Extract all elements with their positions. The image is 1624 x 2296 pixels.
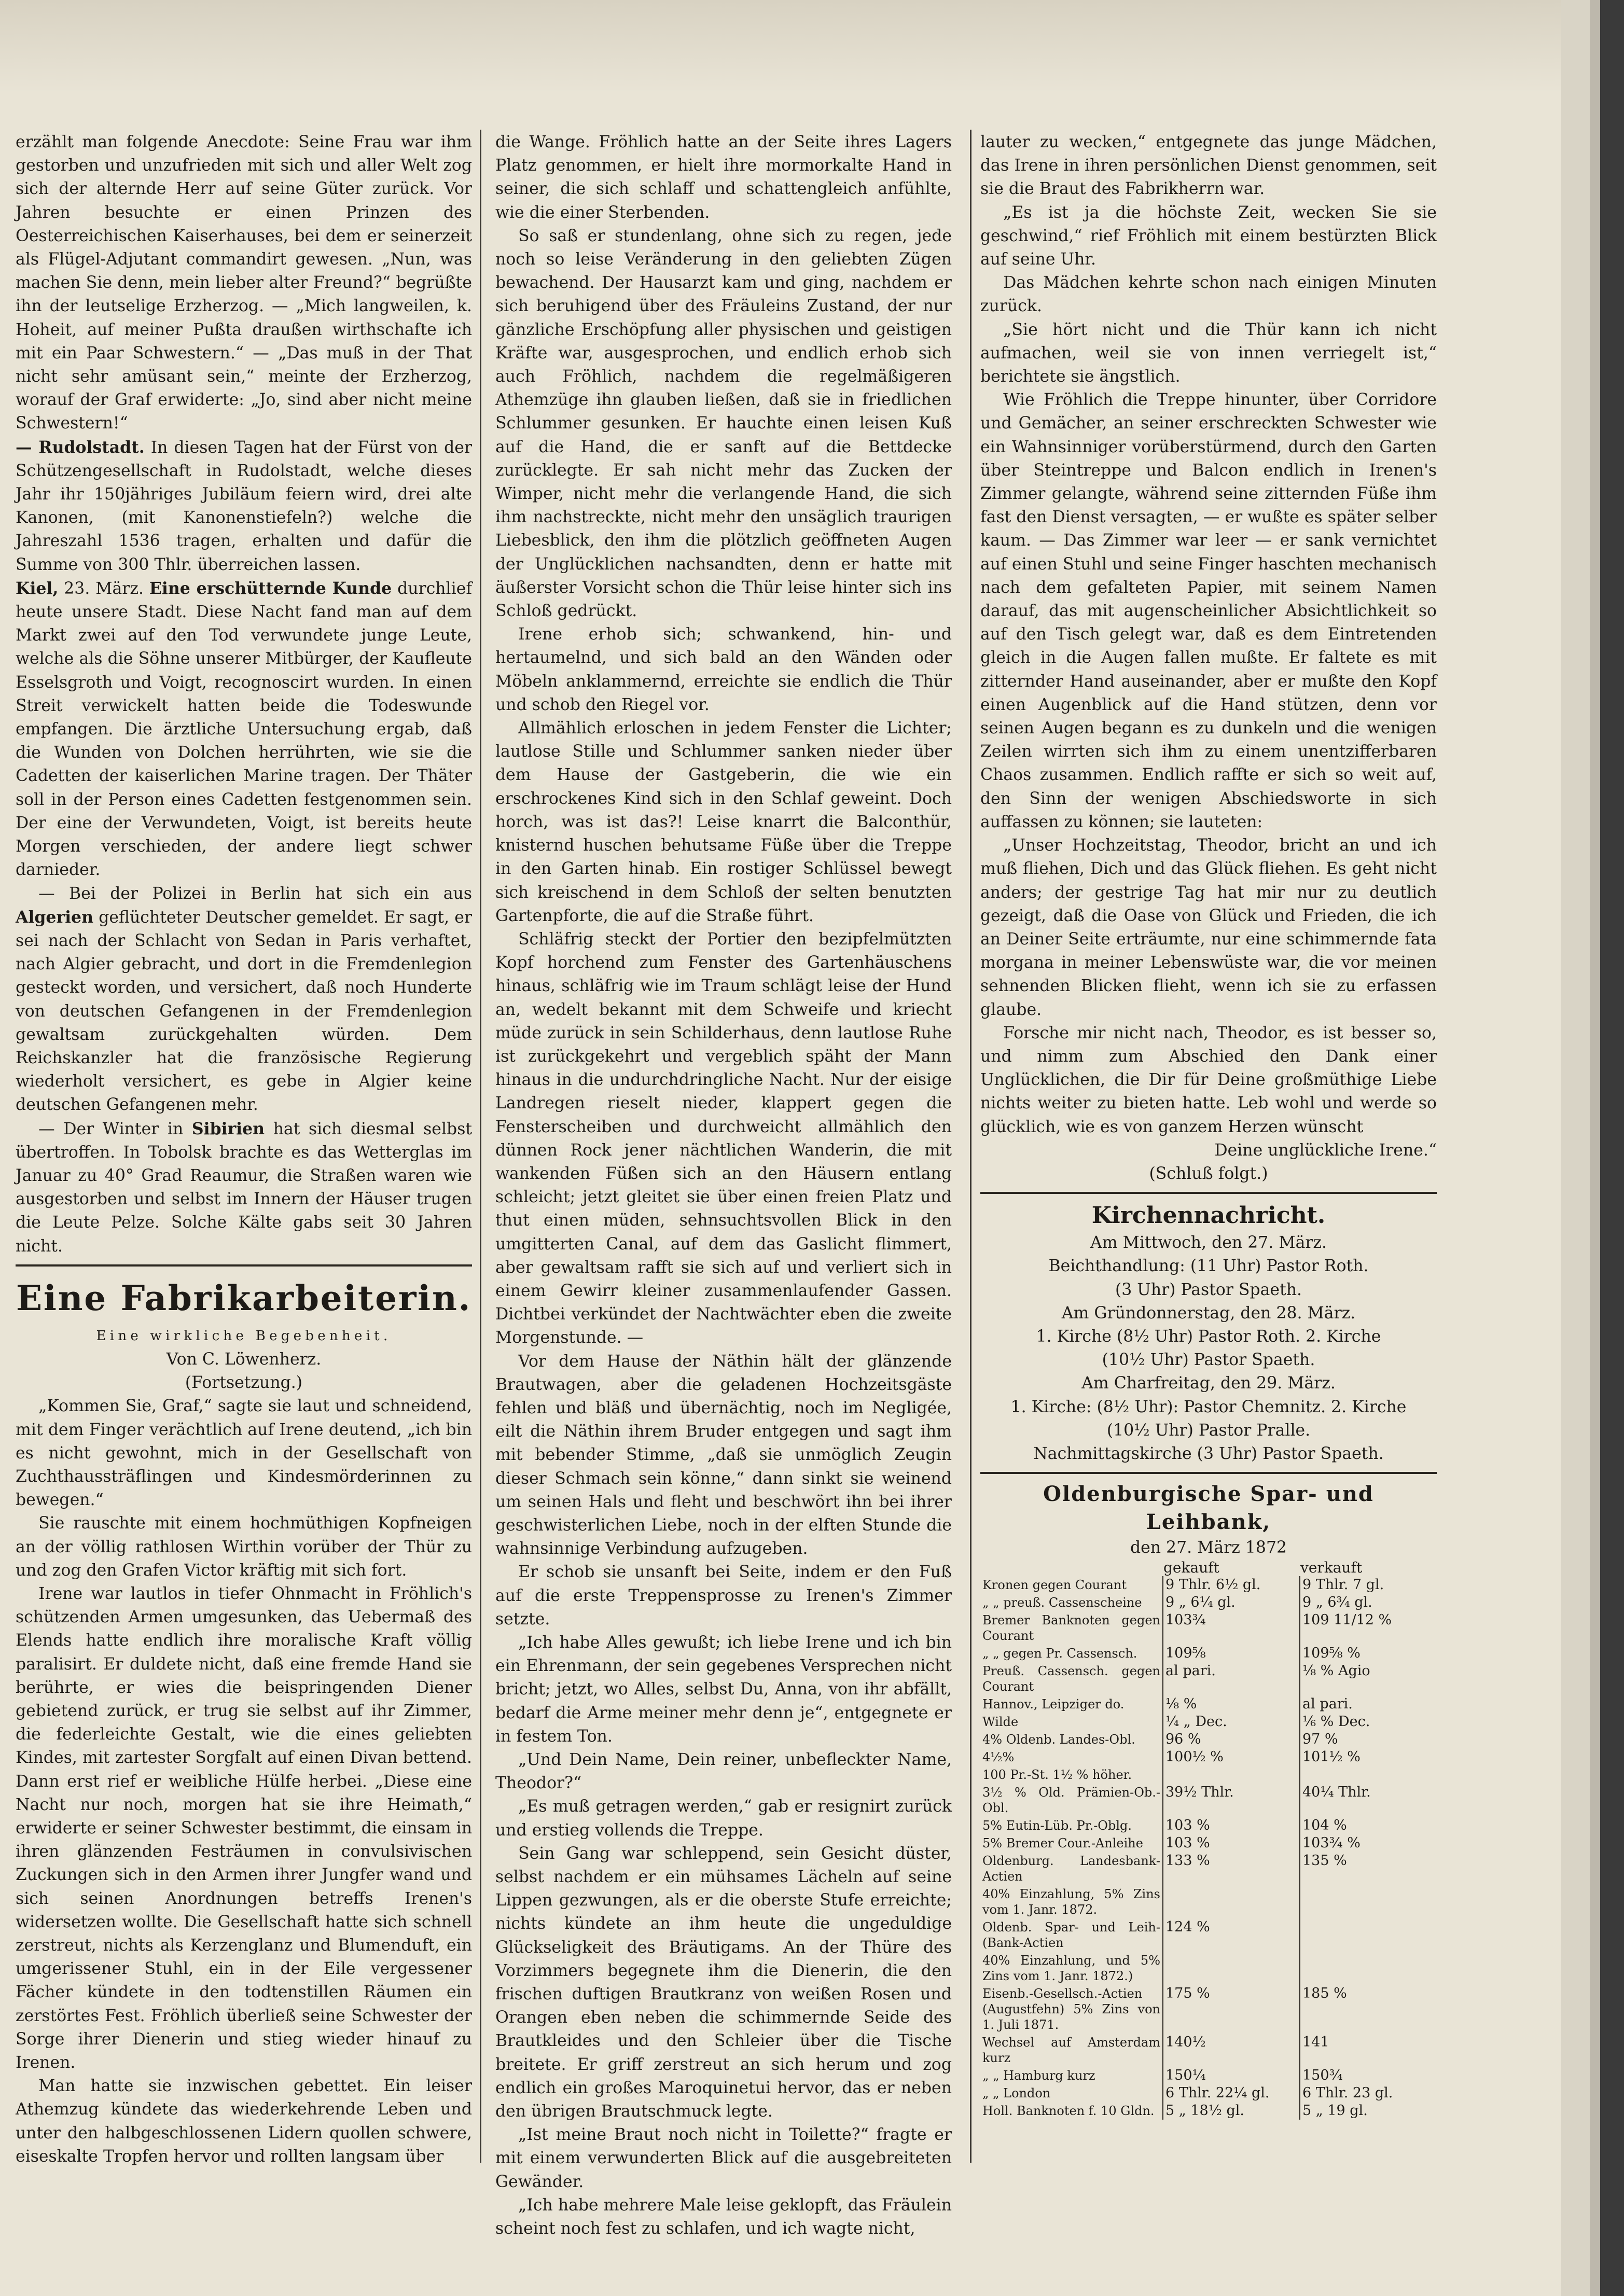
story-paragraph: Wie Fröhlich die Treppe hinunter, über Corridore und Gemächer, an seiner erschreckten Schwester wie ein Wahnsinniger vorüberstürmend, durch den Garten über Steintreppe und Balcon endlich in Irenen's Zimmer gelangte, während seine zitternden Füße ihm fast den Dienst versagten, — er wußte es später selber kaum. — Das Zimmer war leer — er sank vernichtet auf einen Stuhl und seine Finger haschten mechanisch nach dem gefalteten Papier, mit seinem Namen darauf, das mit augenscheinlicher Absichtlichkeit so auf den Tisch gelegt war, daß es dem Eintretenden gleich in die Augen fallen mußte. Er faltete es mit zitternder Hand auseinander, aber er mußte den Kopf einen Augenblick auf die Hand stützen, denn vor seinen Augen begann es zu dunkeln und die wenigen Zeilen wirrten sich ihm zu einem unentzifferbaren Chaos zusammen. Endlich raffte er sich so weit auf, den Sinn der wenigen Abschiedsworte in sich auffassen zu können; sie lauteten:	[980, 391, 1437, 831]
story-paragraph: „Kommen Sie, Graf,“ sagte sie laut und schneidend, mit dem Finger verächtlich auf Irene deutend, „ich bin es nicht gewohnt, mich in der Gesellschaft von Zuchthaussträflingen und Kindesmörderinnen zu bewegen.“	[16, 1397, 472, 1510]
table-row	[980, 1817, 1437, 1834]
story-paragraph: Irene war lautlos in tiefer Ohnmacht in Fröhlich's schützenden Armen umgesunken, das Uebermaß des Elends hatte endlich ihre moralische Kraft völlig paralisirt. Er duldete nicht, daß eine fremde Hand sie berührte, er wies die beispringenden Diener gebietend zurück, er trug sie selbst auf ihr Zimmer, die federleichte Gestalt, wie die eines geliebten Kindes, mit zartester Sorgfalt auf einen Divan bettend. Dann erst rief er weibliche Hülfe herbei. „Diese eine Nacht nur noch, morgen hat sie ihre Heimath,“ erwiderte er seiner Schwester bestimmt, die einsam in ihren glänzenden Festräumen in convulsivischen Zuckungen sich in den Armen ihrer Jungfer wand und sich seinen Anordnungen betreffs Irenen's widersetzen wollte. Die Gesellschaft hatte sich schnell zerstreut, nichts als Kerzenglanz und Blumenduft, ein umgerissener Stuhl, ein in der Eile vergessener Fächer kündete in den todtenstillen Räumen ein zerstörtes Fest. Fröhlich überließ seine Schwester der Sorge ihrer Dienerin und stieg wieder hinauf zu Irenen.	[16, 1584, 472, 2072]
section-divider	[980, 1472, 1437, 1474]
anecdote-paragraph: erzählt man folgende Anecdote: Seine Frau war ihm gestorben und unzufrieden mit sich und aller Welt zog sich der alternde Herr auf seine Güter zurück. Vor Jahren besuchte er einen Prinzen des Oesterreichischen Kaiserhauses, bei dem er seinerzeit als Flügel-Adjutant commandirt gewesen. „Nun, was machen Sie denn, mein lieber alter Freund?“ begrüßte ihn der leutselige Erzherzog. — „Mich langweilen, k. Hoheit, auf meiner Pußta draußen wirthschafte ich mit ein Paar Schwestern.“ — „Das muß in der That nicht sehr amüsant sein,“ meinte der Erzherzog, worauf der Graf erwiderte: „Jo, sind aber nicht meine Schwestern!“	[16, 133, 472, 433]
table-cell: 9 „ 6¼ gl.	[1163, 1594, 1300, 1611]
story-paragraph: „Und Dein Name, Dein reiner, unbefleckter Name, Theodor?“	[495, 1750, 952, 1793]
table-row	[980, 2084, 1437, 2102]
story-paragraph: Das Mädchen kehrte schon nach einigen Minuten zurück.	[980, 273, 1437, 316]
story-paragraph: Allmählich erloschen in jedem Fenster die Lichter; lautlose Stille und Schlummer sanken nieder über dem Hause der Gastgeberin, die wie ein erschrockenes Kind sich in den Schlaf geweint. Doch horch, was ist das?! Leise knarrt die Balconthür, knisternd huschen behutsame Füße über die Treppe in den Garten hinab. Ein rostiger Schlüssel bewegt sich kreischend in dem Schloß der selten benutzten Gartenpforte, die auf die Straße führt.	[495, 719, 952, 925]
table-cell: 9 „ 6¾ gl.	[1302, 1594, 1372, 1611]
table-cell	[1300, 1766, 1437, 1784]
table-cell: ⅙ % Dec.	[1302, 1714, 1370, 1730]
news-headline: Algerien	[16, 907, 93, 927]
column-rule	[970, 130, 971, 2163]
news-rudolstadt	[16, 436, 472, 577]
column-middle	[495, 131, 952, 2238]
news-text: In diesen Tagen hat der Fürst von der Schützengesellschaft in Rudolstadt, welche dieses Jahr ihr 150jähriges Jubiläum feiern wird, drei alte Kanonen, (mit Kanonenstiefeln?) welche die Jahreszahl 1536 tragen, erhalten und dafür die Summe von 300 Thlr. überreichen lassen.	[16, 438, 472, 574]
news-kiel	[16, 577, 472, 882]
table-row	[980, 1834, 1437, 1852]
table-row	[980, 1852, 1437, 1885]
table-cell: al pari.	[1302, 1696, 1353, 1713]
table-cell: 100 Pr.-St. 1½ % höher.	[980, 1766, 1163, 1784]
news-date: 23. März.	[64, 579, 144, 598]
table-cell: 103¾ %	[1302, 1835, 1361, 1852]
table-cell: 97 %	[1302, 1731, 1338, 1748]
story-paragraph: Irene erhob sich; schwankend, hin- und hertaumelnd, und sich bald an den Wänden oder Möbeln anklammernd, erreichte sie endlich die Thür und schob den Riegel vor.	[495, 625, 952, 714]
news-subheadline: Eine erschütternde Kunde	[149, 578, 392, 598]
table-cell: 5% Eutin-Lüb. Pr.-Oblg.	[980, 1817, 1163, 1834]
story-paragraph: lauter zu wecken,“ entgegnete das junge Mädchen, das Irene in ihren persönlichen Dienst genommen, seit sie die Braut des Fabrikherrn war.	[980, 133, 1437, 199]
table-cell: 109⅝ %	[1302, 1645, 1361, 1662]
table-cell: 4% Oldenb. Landes-Obl.	[980, 1731, 1163, 1748]
table-row	[980, 1662, 1437, 1695]
table-row	[980, 1576, 1437, 1594]
table-cell	[1300, 1952, 1437, 1985]
table-row	[980, 1731, 1437, 1748]
church-line: 1. Kirche (8½ Uhr) Pastor Roth. 2. Kirche	[1036, 1327, 1381, 1346]
table-row	[980, 1713, 1437, 1731]
table-cell: 6 Thlr. 23 gl.	[1302, 2085, 1393, 2102]
table-cell: „ „ gegen Pr. Cassensch.	[980, 1645, 1163, 1662]
table-cell: 103 %	[1163, 1834, 1300, 1852]
church-line: Am Mittwoch, den 27. März.	[1090, 1233, 1327, 1253]
table-cell: ⅛ % Agio	[1302, 1663, 1370, 1679]
letter-signature: Deine unglückliche Irene.“	[1214, 1140, 1437, 1160]
church-line: (10½ Uhr) Pastor Pralle.	[1106, 1421, 1311, 1440]
exchange-rate-table	[980, 1560, 1437, 2120]
story-paragraph: Sein Gang war schleppend, sein Gesicht düster, selbst nachdem er ein mühsames Lächeln auf seine Lippen gezwungen, als er die oberste Stufe erreichte; nichts kündete an ihm heute die ungeduldige Glückseligkeit des Bräutigams. An der Thüre des Vorzimmers begegnete ihm die Dienerin, die den frischen duftigen Brautkranz von weißen Rosen und Orangen eben neben die schimmernde Seide des Brautkleides und den Schleier über die Tische breitete. Er griff zerstreut an sich herum und zog endlich ein großes Maroquinetui hervor, das er neben den übrigen Brautschmuck legte.	[495, 1844, 952, 2121]
table-cell: „ „ preuß. Cassenscheine	[980, 1594, 1163, 1611]
table-cell: Oldenburg. Landesbank-Actien	[980, 1852, 1163, 1885]
table-cell: 103 %	[1163, 1817, 1300, 1834]
story-paragraph: „Ich habe mehrere Male leise geklopft, das Fräulein scheint noch fest zu schlafen, und ich wagte nicht,	[495, 2195, 952, 2238]
table-row	[980, 1885, 1437, 1918]
church-line: Am Charfreitag, den 29. März.	[1081, 1374, 1336, 1393]
section-divider	[16, 1264, 472, 1267]
table-cell: Holl. Banknoten f. 10 Gldn.	[980, 2102, 1163, 2120]
table-cell	[1163, 1766, 1300, 1784]
table-cell: 109 11/12 %	[1302, 1612, 1392, 1629]
table-cell: „ „ London	[980, 2084, 1163, 2102]
table-cell: 100½ %	[1163, 1748, 1300, 1766]
page-fold-shadow	[0, 0, 1561, 93]
table-body	[980, 1576, 1437, 2120]
table-cell	[1163, 1952, 1300, 1985]
news-text: hat sich diesmal selbst übertroffen. In Tobolsk brachte es das Wetterglas im Januar zu 40° Grad Reaumur, die Straßen waren wie ausgestorben und selbst im Innern der Häuser trugen die Leute Pelze. Solche Kälte gabs seit 30 Jahren nicht.	[16, 1119, 473, 1256]
table-cell: 9 Thlr. 7 gl.	[1302, 1577, 1384, 1593]
page-edge	[1561, 0, 1590, 2296]
table-cell: 103¾	[1163, 1611, 1300, 1645]
story-paragraph: „Ich habe Alles gewußt; ich liebe Irene und ich bin ein Ehrenmann, der sein gegebenes Versprechen nicht bricht; jetzt, wo Alles, selbst Du, Anna, von ihr abfällt, bedarf die Arme meiner mehr denn je“, entgegnete er in festem Ton.	[495, 1633, 952, 1746]
story-paragraph: „Sie hört nicht und die Thür kann ich nicht aufmachen, weil sie von innen verriegelt ist,“ berichtete sie ängstlich.	[980, 320, 1437, 386]
table-cell: ¼ „ Dec.	[1163, 1713, 1300, 1731]
table-row	[980, 2067, 1437, 2084]
story-paragraph: Forsche mir nicht nach, Theodor, es ist besser so, und nimm zum Abschied den Dank einer Unglücklichen, die Dir für Deine großmüthige Liebe nichts weiter zu bieten hatte. Leb wohl und werde so glücklich, wie es von ganzem Herzen wünscht	[980, 1023, 1437, 1136]
news-headline: Kiel,	[16, 578, 59, 598]
news-text: durchlief heute unsere Stadt. Diese Nacht fand man auf dem Markt zwei auf den Tod verwundete junge Leute, welche als die Söhne unserer Mitbürger, der Kaufleute Esselsgroth und Voigt, recognoscirt wurden. In einen Streit verwickelt hatten beide die Todeswunde empfangen. Die ärztliche Untersuchung ergab, daß die Wunden von Dolchen herrührten, wie sie die Cadetten der kaiserlichen Marine tragen. Der Thäter soll in der Person eines Cadetten festgenommen sein. Der eine der Verwundeten, Voigt, ist bereits heute Morgen verschieden, der andere liegt schwer darnieder.	[16, 579, 472, 880]
column-rule	[480, 130, 481, 2163]
table-row	[980, 1918, 1437, 1952]
table-cell: 40% Einzahlung, 5% Zins vom 1. Janr. 1872.	[980, 1885, 1163, 1918]
story-continuation-note: (Fortsetzung.)	[185, 1373, 303, 1393]
table-cell: 135 %	[1302, 1853, 1347, 1869]
table-cell	[1163, 1885, 1300, 1918]
table-row	[980, 1985, 1437, 2034]
church-line: (3 Uhr) Pastor Spaeth.	[1115, 1280, 1302, 1299]
table-cell: „ „ Hamburg kurz	[980, 2067, 1163, 2084]
table-cell: Preuß. Cassensch. gegen Courant	[980, 1662, 1163, 1695]
church-line: 1. Kirche: (8½ Uhr): Pastor Chemnitz. 2. Kirche	[1010, 1397, 1407, 1416]
table-row	[980, 1952, 1437, 1985]
table-cell: 133 %	[1163, 1852, 1300, 1885]
table-cell: 5 „ 19 gl.	[1302, 2103, 1368, 2119]
church-line: Beichthandlung: (11 Uhr) Pastor Roth.	[1048, 1257, 1369, 1276]
table-cell: 140½	[1163, 2034, 1300, 2067]
table-cell: Kronen gegen Courant	[980, 1576, 1163, 1594]
table-cell: Bremer Banknoten gegen Courant	[980, 1611, 1163, 1645]
table-cell: Oldenb. Spar- und Leih-(Bank-Actien	[980, 1918, 1163, 1952]
news-text: — Bei der Polizei in Berlin hat sich ein aus	[38, 884, 472, 903]
table-cell: 104 %	[1302, 1817, 1347, 1834]
table-row	[980, 1766, 1437, 1784]
story-paragraph: Vor dem Hause der Näthin hält der glänzende Brautwagen, aber die geladenen Hochzeitsgäste fehlen und bläß und übernächtig, noch im Negligée, eilt die Näthin ihrem Bruder entgegen und sagt ihm mit bebender Stimme, „daß sie unmöglich Zeugin dieser Schmach sein könne,“ dann sinkt sie weinend um seinen Hals und fleht und beschwört ihn bei ihrer geschwisterlichen Liebe, noch in der elften Stunde die wahnsinnige Verbindung aufzugeben.	[495, 1352, 952, 1559]
table-cell: al pari.	[1163, 1662, 1300, 1695]
story-author: Von C. Löwenherz.	[166, 1349, 322, 1369]
table-cell: 150¼	[1163, 2067, 1300, 2084]
column-left	[16, 131, 472, 2205]
story-paragraph: die Wange. Fröhlich hatte an der Seite ihres Lagers Platz genommen, er hielt ihre mormorkalte Hand in seiner, die sich schlaff und schattengleich anfühlte, wie die einer Sterbenden.	[495, 133, 952, 222]
table-cell: 5% Bremer Cour.-Anleihe	[980, 1834, 1163, 1852]
table-cell: 40¼ Thlr.	[1302, 1784, 1371, 1801]
story-paragraph: Man hatte sie inzwischen gebettet. Ein leiser Athemzug kündete das wiederkehrende Leben und unter den halbgeschlossenen Lidern quollen schwere, eiseskalte Tropfen hervor und rollten langsam über	[16, 2077, 472, 2166]
table-cell: 9 Thlr. 6½ gl.	[1163, 1576, 1300, 1594]
story-title: Eine Fabrikarbeiterin.	[16, 1277, 472, 1318]
table-header-cell: verkauft	[1300, 1559, 1363, 1577]
table-cell: Eisenb.-Gesellsch.-Actien (Augustfehn) 5% Zins von 1. Juli 1871.	[980, 1985, 1163, 2034]
table-row	[980, 1594, 1437, 1611]
table-cell: 185 %	[1302, 1985, 1347, 2002]
table-cell: Wechsel auf Amsterdam kurz	[980, 2034, 1163, 2067]
table-row	[980, 2034, 1437, 2067]
story-paragraph: „Es muß getragen werden,“ gab er resignirt zurück und erstieg vollends die Treppe.	[495, 1797, 952, 1840]
table-cell: 109⅝	[1163, 1645, 1300, 1662]
table-cell: 3½ % Old. Prämien-Ob.-Obl.	[980, 1784, 1163, 1817]
news-sibirien	[16, 1117, 472, 1258]
table-cell: 175 %	[1163, 1985, 1300, 2034]
news-text: geflüchteter Deutscher gemeldet. Er sagt, er sei nach der Schlacht von Sedan in Paris verhaftet, nach Algier gebracht, und dort in die Fremdenlegion gesteckt worden, und versichert, daß noch Hunderte von deutschen Gefangenen in der Fremdenlegion gewaltsam zurückgehalten würden. Dem Reichskanzler hat die französische Regierung wiederholt versichert, es gebe in Algier keine deutschen Gefangenen mehr.	[16, 908, 472, 1115]
table-cell	[1300, 1918, 1437, 1952]
news-algerien	[16, 882, 472, 1117]
story-paragraph: Er schob sie unsanft bei Seite, indem er den Fuß auf die erste Treppensprosse zu Irenen's Zimmer setzte.	[495, 1563, 952, 1629]
table-cell: 6 Thlr. 22¼ gl.	[1163, 2084, 1300, 2102]
bank-title: Oldenburgische Spar- und Leihbank,	[1043, 1482, 1374, 1535]
table-cell: 39½ Thlr.	[1163, 1784, 1300, 1817]
news-text: — Der Winter in	[38, 1119, 184, 1138]
table-cell: 124 %	[1163, 1918, 1300, 1952]
story-continuation-note: (Schluß folgt.)	[1149, 1164, 1268, 1183]
story-paragraph: „Ist meine Braut noch nicht in Toilette?“ fragte er mit einem verwunderten Blick auf die ausgebreiteten Gewänder.	[495, 2125, 952, 2191]
table-row	[980, 2102, 1437, 2120]
church-news-title: Kirchennachricht.	[1091, 1202, 1326, 1229]
table-header-row	[980, 1560, 1437, 1576]
table-cell: Wilde	[980, 1713, 1163, 1731]
news-headline: — Rudolstadt.	[16, 437, 145, 457]
table-cell	[1300, 1885, 1437, 1918]
story-paragraph: „Es ist ja die höchste Zeit, wecken Sie sie geschwind,“ rief Fröhlich mit einem bestürzten Blick auf seine Uhr.	[980, 203, 1437, 269]
table-cell: 40% Einzahlung, und 5% Zins vom 1. Janr. 1872.)	[980, 1952, 1163, 1985]
table-cell: ⅛ %	[1163, 1695, 1300, 1713]
table-row	[980, 1784, 1437, 1817]
bank-date: den 27. März 1872	[1130, 1538, 1287, 1557]
story-paragraph: „Unser Hochzeitstag, Theodor, bricht an und ich muß fliehen, Dich und das Glück fliehen. Es geht nicht anders; der gestrige Tag hat mir nur zu deutlich gezeigt, daß die Oase von Glück und Frieden, die ich an Deiner Seite erträumte, nur eine schimmernde fata morgana in meiner Lebenswüste war, die vor meinen sehnenden Blicken flieht, wenn ich sie zu erfassen glaube.	[980, 836, 1437, 1019]
table-row	[980, 1611, 1437, 1645]
page-edge	[1590, 0, 1600, 2296]
table-header-cell	[980, 1560, 1163, 1576]
story-subtitle: Eine wirkliche Begebenheit.	[96, 1328, 392, 1344]
church-line: (10½ Uhr) Pastor Spaeth.	[1102, 1351, 1315, 1370]
section-divider	[980, 1192, 1437, 1194]
story-paragraph: Schläfrig steckt der Portier den bezipfelmützten Kopf horchend zum Fenster des Gartenhäuschens hinaus, schläfrig wie im Traum schlägt leise der Hund an, wedelt bekannt mit dem Schweife und kriecht müde zurück in sein Schilderhaus, denn lautlose Ruhe ist zurückgekehrt und vergeblich späht der Mann hinaus in die undurchdringliche Nacht. Nur der eisige Landregen rieselt nieder, klappert gegen die Fensterscheiben und durchweicht allmählich den dünnen Rock jener nächtlichen Wanderin, die mit wankenden Füßen sich an den Häusern entlang schleicht; jetzt gleitet sie über einen freien Platz und thut einen müden, sehnsuchtsvollen Blick in den umgitterten Canal, auf dem das Gaslicht flimmert, aber gewaltsam rafft sie sich auf und verliert sich in einem Gewirr kleiner zusammenlaufender Gassen. Dichtbei verkündet der Nachtwächter eben die zweite Morgenstunde. —	[495, 929, 952, 1347]
table-header-cell: gekauft	[1163, 1559, 1219, 1577]
table-row	[980, 1748, 1437, 1766]
table-row	[980, 1695, 1437, 1713]
table-cell: Hannov., Leipziger do.	[980, 1695, 1163, 1713]
column-right	[980, 131, 1437, 2205]
table-cell: 5 „ 18½ gl.	[1163, 2102, 1300, 2120]
table-cell: 141	[1302, 2034, 1329, 2051]
news-headline: Sibirien	[191, 1119, 265, 1138]
table-cell: 96 %	[1163, 1731, 1300, 1748]
church-line: Am Gründonnerstag, den 28. März.	[1061, 1303, 1356, 1323]
table-cell: 4½%	[980, 1748, 1163, 1766]
table-cell: 101½ %	[1302, 1749, 1361, 1765]
story-paragraph: Sie rauschte mit einem hochmüthigen Kopfneigen an der völlig rathlosen Wirthin vorüber der Thür zu und zog den Grafen Victor kräftig mit sich fort.	[16, 1514, 472, 1580]
table-row	[980, 1645, 1437, 1662]
church-line: Nachmittagskirche (3 Uhr) Pastor Spaeth.	[1033, 1444, 1384, 1463]
story-paragraph: So saß er stundenlang, ohne sich zu regen, jede noch so leise Veränderung in den geliebten Zügen bewachend. Der Hausarzt kam und ging, nachdem er sich beruhigend über des Fräuleins Zustand, der nur gänzliche Erschöpfung aller physischen und geistigen Kräfte war, ausgesprochen, und endlich erhob sich auch Fröhlich, nachdem die regelmäßigeren Athemzüge ihn glauben ließen, daß sie in friedlichen Schlummer gesunken. Er hauchte einen leisen Kuß auf die Hand, die er sanft auf die Bettdecke zurücklegte. Er sah nicht mehr das Zucken der Wimper, nicht mehr die verlangende Hand, die sich ihm nachstreckte, nicht mehr den unsäglich traurigen Liebesblick, den ihm die plötzlich geöffneten Augen der Unglücklichen nachsandten, denn er hatte mit äußerster Vorsicht schon die Thür leise hinter sich ins Schloß gedrückt.	[495, 226, 952, 621]
table-cell: 150¾	[1302, 2067, 1343, 2084]
